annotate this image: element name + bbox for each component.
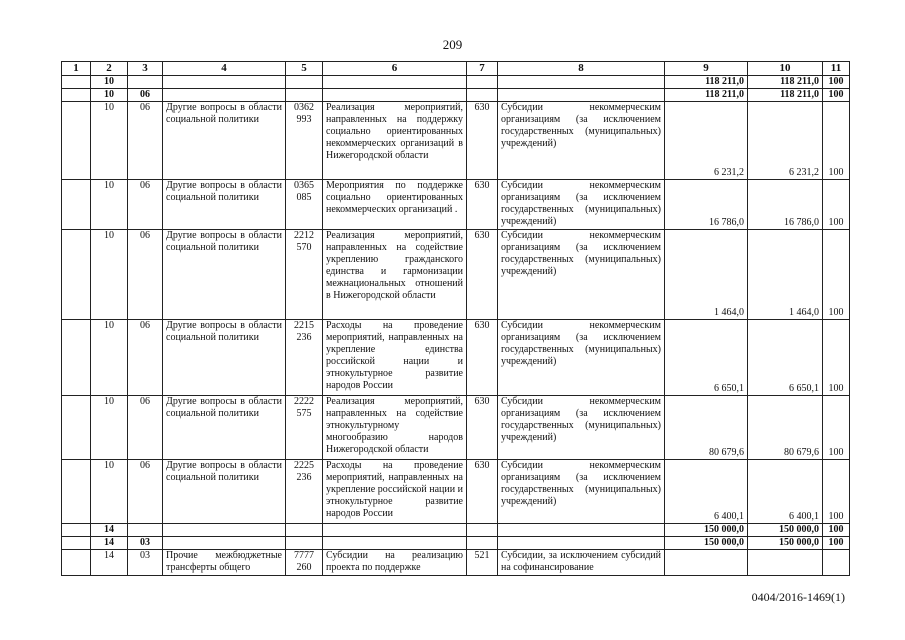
column-header-8: 8 bbox=[498, 62, 665, 76]
cell-amount-executed: 6 650,1 bbox=[748, 320, 823, 396]
cell-target-item-name: Субсидии на реализацию проекта по поддержке bbox=[323, 550, 467, 576]
table-body bbox=[62, 76, 850, 576]
cell-subsection-name: Другие вопросы в области социальной политики bbox=[163, 102, 286, 180]
cell-amount-executed: 1 464,0 bbox=[748, 230, 823, 320]
cell-target-item bbox=[286, 537, 323, 550]
table-row bbox=[62, 396, 850, 460]
cell-section: 14 bbox=[91, 550, 128, 576]
cell-percent: 100 bbox=[823, 102, 850, 180]
cell-target-item-name: Расходы на проведение мероприятий, направленных на укрепление российской нации и этнокультурное развитие народов России bbox=[323, 460, 467, 524]
cell-subsection-name: Другие вопросы в области социальной политики bbox=[163, 396, 286, 460]
cell-target-item: 2225 236 bbox=[286, 460, 323, 524]
subtotal-row bbox=[62, 537, 850, 550]
cell-amount-approved: 118 211,0 bbox=[665, 76, 748, 89]
cell-amount-approved: 150 000,0 bbox=[665, 537, 748, 550]
cell-percent: 100 bbox=[823, 76, 850, 89]
column-header-6: 6 bbox=[323, 62, 467, 76]
cell-target-item-name: Реализация мероприятий, направленных на содействие этнокультурному многообразию народов Нижегородской области bbox=[323, 396, 467, 460]
cell-amount-approved: 80 679,6 bbox=[665, 396, 748, 460]
subtotal-row bbox=[62, 89, 850, 102]
cell-target-item: 7777 260 bbox=[286, 550, 323, 576]
cell-expense-type-name: Субсидии, за исключением субсидий на софинансирование bbox=[498, 550, 665, 576]
cell-expense-type bbox=[467, 524, 498, 537]
cell-amount-executed: 6 400,1 bbox=[748, 460, 823, 524]
cell-percent: 100 bbox=[823, 460, 850, 524]
cell-subsection: 06 bbox=[128, 320, 163, 396]
cell-subsection-name: Прочие межбюджетные трансферты общего bbox=[163, 550, 286, 576]
cell-percent: 100 bbox=[823, 396, 850, 460]
cell-subsection-name: Другие вопросы в области социальной политики bbox=[163, 180, 286, 230]
cell-target-item: 0365 085 bbox=[286, 180, 323, 230]
cell-amount-approved: 16 786,0 bbox=[665, 180, 748, 230]
cell-target-item bbox=[286, 524, 323, 537]
table-row bbox=[62, 102, 850, 180]
column-header-2: 2 bbox=[91, 62, 128, 76]
cell-expense-type: 630 bbox=[467, 460, 498, 524]
cell-expense-type-name: Субсидии некоммерческим организациям (за исключением государственных (муниципальных) учреждений) bbox=[498, 460, 665, 524]
cell-expense-type-name: Субсидии некоммерческим организациям (за исключением государственных (муниципальных) учреждений) bbox=[498, 230, 665, 320]
cell-percent: 100 bbox=[823, 89, 850, 102]
cell-subsection: 03 bbox=[128, 537, 163, 550]
cell-expense-type-name: Субсидии некоммерческим организациям (за исключением государственных (муниципальных) учреждений) bbox=[498, 396, 665, 460]
cell-row-number bbox=[62, 102, 91, 180]
subtotal-row bbox=[62, 524, 850, 537]
cell-expense-type: 630 bbox=[467, 180, 498, 230]
column-header-7: 7 bbox=[467, 62, 498, 76]
cell-subsection: 06 bbox=[128, 396, 163, 460]
cell-section: 10 bbox=[91, 320, 128, 396]
cell-row-number bbox=[62, 320, 91, 396]
cell-row-number bbox=[62, 89, 91, 102]
cell-target-item-name: Реализация мероприятий, направленных на поддержку социально ориентированных некоммерческих организаций в Нижегородской области bbox=[323, 102, 467, 180]
cell-target-item: 0362 993 bbox=[286, 102, 323, 180]
cell-subsection bbox=[128, 76, 163, 89]
cell-subsection bbox=[128, 524, 163, 537]
cell-amount-approved: 6 231,2 bbox=[665, 102, 748, 180]
cell-target-item-name bbox=[323, 89, 467, 102]
cell-section: 14 bbox=[91, 537, 128, 550]
cell-section: 10 bbox=[91, 102, 128, 180]
cell-amount-executed: 118 211,0 bbox=[748, 89, 823, 102]
cell-subsection: 06 bbox=[128, 180, 163, 230]
cell-expense-type: 630 bbox=[467, 320, 498, 396]
cell-section: 10 bbox=[91, 76, 128, 89]
cell-subsection: 03 bbox=[128, 550, 163, 576]
cell-section: 10 bbox=[91, 460, 128, 524]
table-row bbox=[62, 550, 850, 576]
cell-section: 10 bbox=[91, 89, 128, 102]
column-header-11: 11 bbox=[823, 62, 850, 76]
cell-expense-type: 630 bbox=[467, 102, 498, 180]
cell-expense-type: 521 bbox=[467, 550, 498, 576]
cell-target-item: 2215 236 bbox=[286, 320, 323, 396]
cell-amount-executed: 6 231,2 bbox=[748, 102, 823, 180]
column-header-3: 3 bbox=[128, 62, 163, 76]
cell-target-item-name bbox=[323, 76, 467, 89]
cell-target-item-name: Расходы на проведение мероприятий, направленных на укрепление единства российской нации и этнокультурное развитие народов России bbox=[323, 320, 467, 396]
cell-section: 10 bbox=[91, 230, 128, 320]
cell-target-item-name: Мероприятия по поддержке социально ориентированных некоммерческих организаций . bbox=[323, 180, 467, 230]
cell-percent: 100 bbox=[823, 320, 850, 396]
cell-expense-type-name: Субсидии некоммерческим организациям (за исключением государственных (муниципальных) учреждений) bbox=[498, 320, 665, 396]
cell-amount-executed: 150 000,0 bbox=[748, 537, 823, 550]
cell-amount-executed: 16 786,0 bbox=[748, 180, 823, 230]
cell-subsection: 06 bbox=[128, 102, 163, 180]
cell-subsection-name: Другие вопросы в области социальной политики bbox=[163, 320, 286, 396]
subtotal-row bbox=[62, 76, 850, 89]
column-header-1: 1 bbox=[62, 62, 91, 76]
header-row bbox=[62, 62, 850, 76]
cell-row-number bbox=[62, 537, 91, 550]
cell-subsection: 06 bbox=[128, 460, 163, 524]
cell-expense-type-name bbox=[498, 524, 665, 537]
table-row bbox=[62, 320, 850, 396]
cell-expense-type bbox=[467, 537, 498, 550]
cell-row-number bbox=[62, 550, 91, 576]
cell-expense-type bbox=[467, 89, 498, 102]
cell-target-item-name bbox=[323, 537, 467, 550]
column-header-5: 5 bbox=[286, 62, 323, 76]
column-header-4: 4 bbox=[163, 62, 286, 76]
cell-percent: 100 bbox=[823, 524, 850, 537]
cell-row-number bbox=[62, 396, 91, 460]
cell-target-item: 2222 575 bbox=[286, 396, 323, 460]
cell-row-number bbox=[62, 76, 91, 89]
cell-target-item-name bbox=[323, 524, 467, 537]
cell-amount-approved: 118 211,0 bbox=[665, 89, 748, 102]
cell-expense-type: 630 bbox=[467, 396, 498, 460]
cell-target-item bbox=[286, 76, 323, 89]
cell-percent bbox=[823, 550, 850, 576]
cell-subsection-name bbox=[163, 524, 286, 537]
cell-expense-type-name bbox=[498, 76, 665, 89]
cell-subsection-name bbox=[163, 89, 286, 102]
cell-expense-type bbox=[467, 76, 498, 89]
budget-table bbox=[61, 61, 850, 576]
cell-expense-type-name: Субсидии некоммерческим организациям (за исключением государственных (муниципальных) учреждений) bbox=[498, 102, 665, 180]
cell-expense-type-name bbox=[498, 89, 665, 102]
cell-row-number bbox=[62, 524, 91, 537]
cell-section: 10 bbox=[91, 180, 128, 230]
cell-amount-approved bbox=[665, 550, 748, 576]
cell-row-number bbox=[62, 180, 91, 230]
page-number: 209 bbox=[442, 37, 463, 52]
cell-amount-executed bbox=[748, 550, 823, 576]
table-row bbox=[62, 230, 850, 320]
cell-subsection: 06 bbox=[128, 89, 163, 102]
cell-percent: 100 bbox=[823, 180, 850, 230]
cell-row-number bbox=[62, 460, 91, 524]
column-header-9: 9 bbox=[665, 62, 748, 76]
cell-expense-type: 630 bbox=[467, 230, 498, 320]
cell-target-item bbox=[286, 89, 323, 102]
cell-subsection-name: Другие вопросы в области социальной политики bbox=[163, 460, 286, 524]
cell-expense-type-name: Субсидии некоммерческим организациям (за исключением государственных (муниципальных) учреждений) bbox=[498, 180, 665, 230]
cell-percent: 100 bbox=[823, 230, 850, 320]
cell-amount-approved: 1 464,0 bbox=[665, 230, 748, 320]
cell-target-item: 2212 570 bbox=[286, 230, 323, 320]
cell-amount-executed: 150 000,0 bbox=[748, 524, 823, 537]
cell-section: 10 bbox=[91, 396, 128, 460]
cell-section: 14 bbox=[91, 524, 128, 537]
cell-amount-executed: 80 679,6 bbox=[748, 396, 823, 460]
cell-subsection-name bbox=[163, 537, 286, 550]
cell-amount-executed: 118 211,0 bbox=[748, 76, 823, 89]
table-row bbox=[62, 460, 850, 524]
cell-amount-approved: 150 000,0 bbox=[665, 524, 748, 537]
cell-amount-approved: 6 400,1 bbox=[665, 460, 748, 524]
table-row bbox=[62, 180, 850, 230]
cell-subsection-name: Другие вопросы в области социальной политики bbox=[163, 230, 286, 320]
cell-target-item-name: Реализация мероприятий, направленных на содействие укреплению гражданского единства и гармонизации межнациональных отношений в Нижегородской области bbox=[323, 230, 467, 320]
cell-expense-type-name bbox=[498, 537, 665, 550]
cell-subsection-name bbox=[163, 76, 286, 89]
cell-amount-approved: 6 650,1 bbox=[665, 320, 748, 396]
column-header-10: 10 bbox=[748, 62, 823, 76]
cell-subsection: 06 bbox=[128, 230, 163, 320]
document-code: 0404/2016-1469(1) bbox=[751, 590, 845, 604]
cell-row-number bbox=[62, 230, 91, 320]
cell-percent: 100 bbox=[823, 537, 850, 550]
